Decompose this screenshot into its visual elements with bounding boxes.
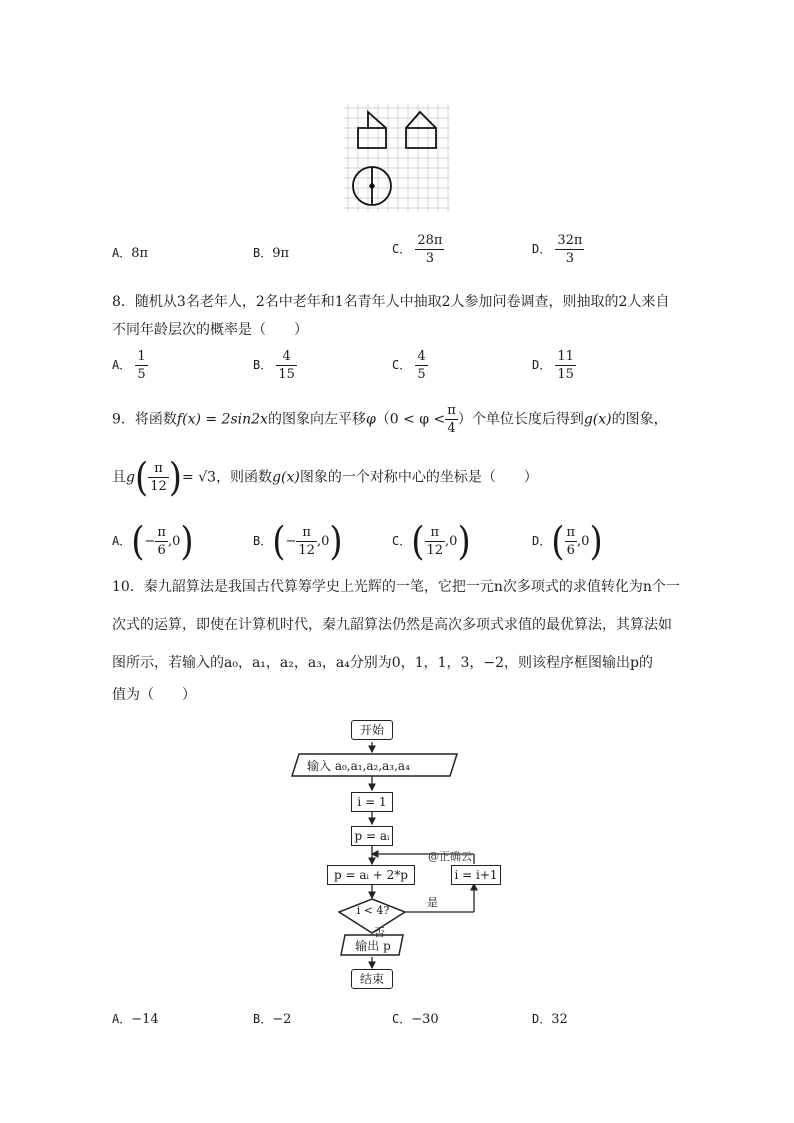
q7-option-b[interactable]: B．9π xyxy=(253,246,290,261)
q10-stem-line3: 图所示，若输入的a₀，a₁，a₂，a₃，a₄分别为0，1，1，3，−2，则该程序框图输出p的 xyxy=(112,655,654,671)
start-terminal: 开始 xyxy=(351,720,393,740)
no-label: 否 xyxy=(374,926,385,939)
update-i-box: i = i+1 xyxy=(451,865,501,885)
q8-stem-line2: 不同年龄层次的概率是（ ） xyxy=(112,322,308,338)
fraction: $\frac{4}{5}$ xyxy=(417,349,426,382)
q9-stem-line2: 且g( $\frac{\pi}{12}$ )= √3，则函数g(x)图象的一个对称中心的坐标是（ ） xyxy=(112,454,538,501)
q10-stem-line1: 10．秦九韶算法是我国古代算筹学史上光辉的一笔，它把一元n次多项式的求值转化为n个一 xyxy=(112,579,680,595)
fraction: $\frac{11}{15}$ xyxy=(557,349,574,382)
fraction: $\frac{32\pi}{3}$ xyxy=(557,233,583,266)
watermark: @正确云 xyxy=(428,850,472,863)
fraction: $\frac{\pi}{6}$ xyxy=(566,525,576,558)
q8-option-c[interactable]: C． $\frac{4}{5}$ xyxy=(392,349,426,382)
side-view xyxy=(406,112,436,148)
q10-option-c[interactable]: C．−30 xyxy=(392,1012,439,1027)
three-view-figure xyxy=(340,100,452,216)
fraction: $\frac{\pi}{12}$ xyxy=(426,525,444,558)
fraction: $\frac{\pi}{4}$ xyxy=(447,403,456,436)
output-label: 输出 p xyxy=(355,939,391,953)
q7-option-c[interactable]: C． $\frac{28\pi}{3}$ xyxy=(392,233,443,266)
init-i-box: i = 1 xyxy=(351,792,393,812)
q10-option-b[interactable]: B．−2 xyxy=(253,1012,292,1027)
q7-option-a[interactable]: A．8π xyxy=(112,246,149,261)
q9-option-a[interactable]: A．(− $\frac{\pi}{6}$ ,0) xyxy=(112,518,194,565)
q9-option-d[interactable]: D．( $\frac{\pi}{6}$ ,0) xyxy=(532,518,603,565)
fraction: $\frac{\pi}{12}$ xyxy=(150,461,167,494)
q8-option-d[interactable]: D． $\frac{11}{15}$ xyxy=(532,349,574,382)
q9-option-b[interactable]: B．(− $\frac{\pi}{12}$ ,0) xyxy=(253,518,343,565)
front-view xyxy=(358,112,386,148)
fraction: $\frac{28\pi}{3}$ xyxy=(417,233,443,266)
q10-option-a[interactable]: A．−14 xyxy=(112,1012,159,1027)
q7-option-d[interactable]: D． $\frac{32\pi}{3}$ xyxy=(532,233,583,266)
q9-stem-line1: 9．将函数f(x) = 2sin2x的图象向左平移φ（0 < φ < $\frac{\pi}{4}$ ）个单位长度后得到g(x)的图象， xyxy=(112,403,668,436)
input-label: 输入 a₀,a₁,a₂,a₃,a₄ xyxy=(307,759,410,773)
yes-label: 是 xyxy=(427,896,438,909)
flowchart xyxy=(285,714,500,999)
q8-stem-line1: 8．随机从3名老年人，2名中老年和1名青年人中抽取2人参加问卷调查，则抽取的2人来自 xyxy=(112,294,670,310)
q10-option-d[interactable]: D．32 xyxy=(532,1012,568,1027)
q8-option-a[interactable]: A． $\frac{1}{5}$ xyxy=(112,349,146,382)
update-p-box: p = aᵢ + 2*p xyxy=(327,865,415,885)
fraction: $\frac{\pi}{12}$ xyxy=(298,525,315,558)
q8-option-b[interactable]: B． $\frac{4}{15}$ xyxy=(253,349,295,382)
init-p-box: p = aᵢ xyxy=(351,826,393,846)
fraction: $\frac{\pi}{6}$ xyxy=(157,525,166,558)
q10-stem-line2: 次式的运算，即使在计算机时代，秦九韶算法仍然是高次多项式求值的最优算法，其算法如 xyxy=(112,617,672,633)
end-terminal: 结束 xyxy=(351,969,393,989)
decision-label: i < 4? xyxy=(356,904,390,917)
q9-option-c[interactable]: C．( $\frac{\pi}{12}$ ,0) xyxy=(392,518,471,565)
fraction: $\frac{1}{5}$ xyxy=(137,349,146,382)
fraction: $\frac{4}{15}$ xyxy=(278,349,295,382)
q10-stem-line4: 值为（ ） xyxy=(112,687,196,703)
